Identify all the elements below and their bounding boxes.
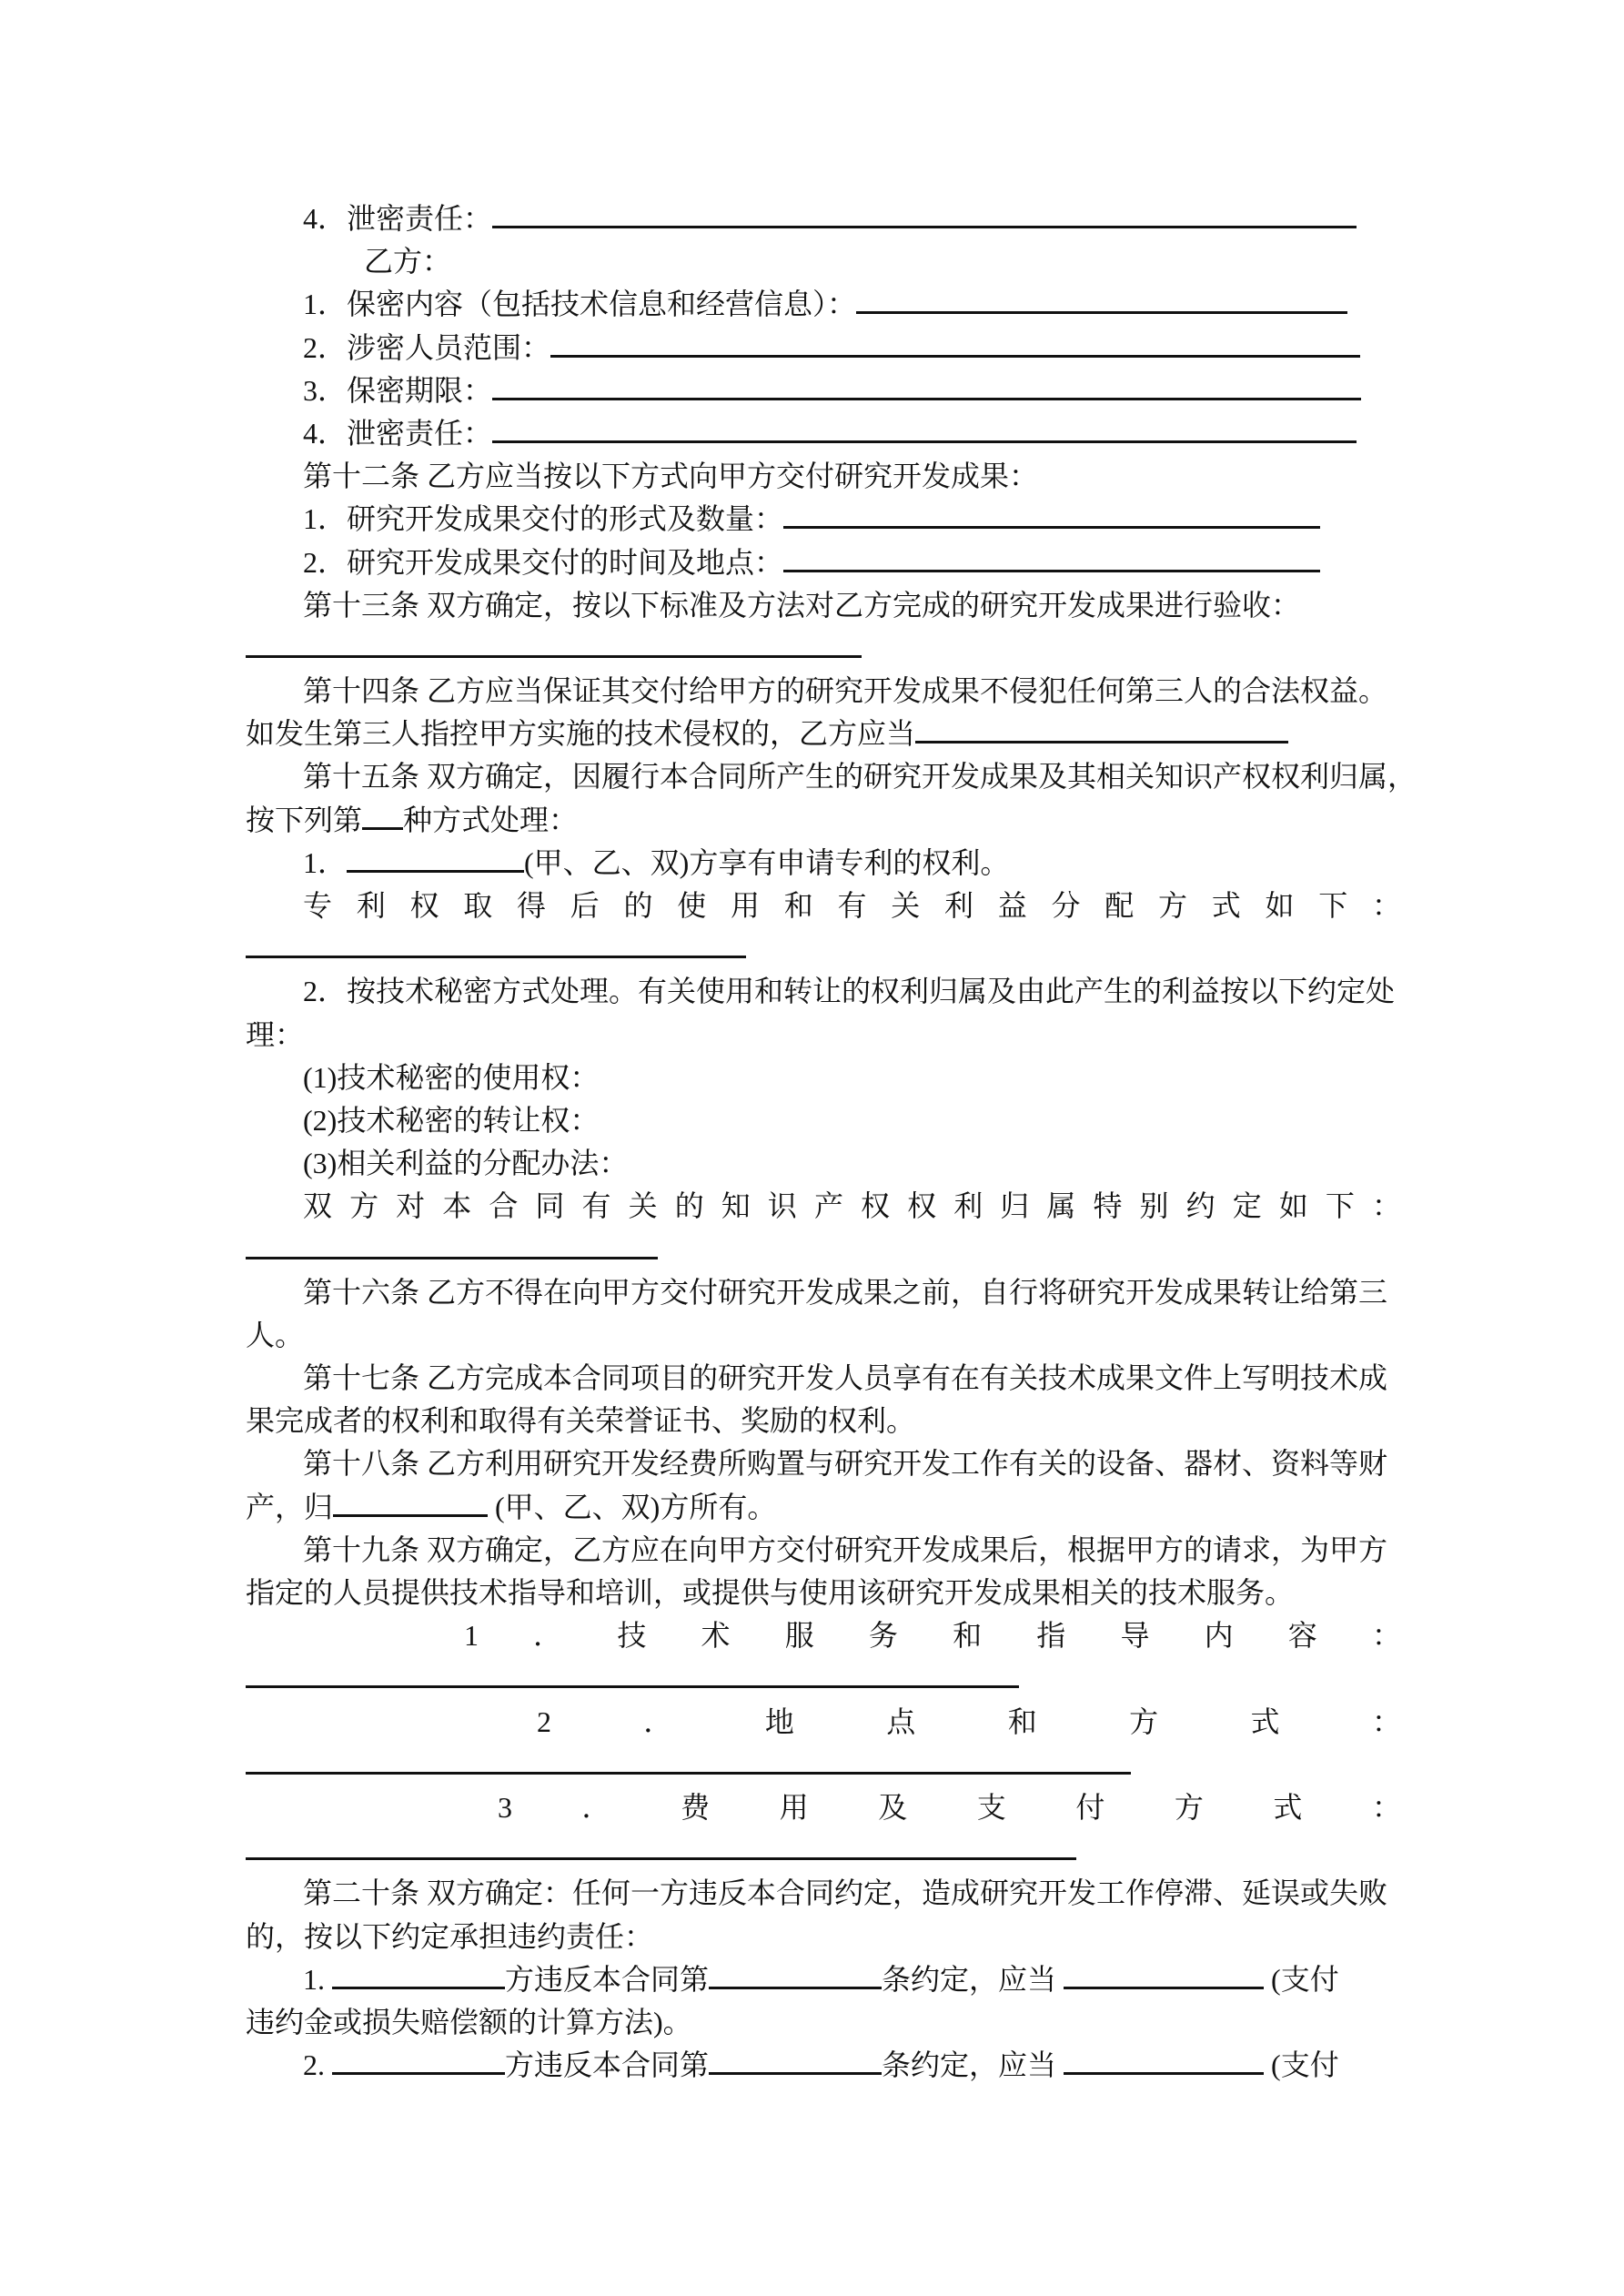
doc-line [246,1958,1401,2001]
blank-underline [1064,1987,1264,1989]
doc-text: 第十五条 双方确定，因履行本合同所产生的研究开发成果及其相关知识产权权利归属， [303,760,1417,794]
doc-line [246,970,1401,1013]
blank-underline [362,827,403,830]
doc-line [246,2001,1401,2044]
doc-text: 按下列第 [246,803,363,836]
document-page [246,197,1417,2087]
blank-underline [333,1514,488,1517]
blank-underline [347,870,524,873]
doc-line [246,1099,1401,1142]
doc-line [246,1657,1401,1700]
doc-text: 2．地点和方式： [537,1704,1401,1738]
blank-underline [915,741,1288,743]
blank-underline [492,398,1361,400]
doc-line [246,1142,1401,1185]
doc-line [246,799,1401,842]
doc-line [246,1014,1401,1057]
blank-underline [246,956,746,958]
doc-text: 方违反本合同第 [505,1962,710,1996]
doc-line [246,885,1401,927]
doc-line [246,584,1401,627]
doc-text: 3．费用及支付方式： [498,1790,1401,1824]
doc-text: 1．技术服务和指导内容： [464,1619,1401,1653]
doc-text: 第十七条 乙方完成本合同项目的研究开发人员享有在有关技术成果文件上写明技术成 [303,1361,1388,1395]
doc-text: 人。 [246,1318,305,1351]
doc-text: 双方对本合同有关的知识产权权利归属特别约定如下： [303,1189,1401,1223]
blank-underline [550,355,1360,358]
doc-text: 2．按技术秘密方式处理。有关使用和转让的权利归属及由此产生的利益按以下约定处 [303,975,1396,1008]
blank-underline [783,526,1320,529]
doc-line [246,1872,1401,1915]
doc-line [246,1916,1401,1958]
doc-line [246,283,1401,326]
doc-line [246,670,1401,713]
blank-underline [709,1987,882,1989]
doc-line [246,197,1401,240]
blank-underline [246,1257,658,1259]
blank-underline [332,2072,505,2075]
doc-line [246,842,1401,885]
doc-text: 第十六条 乙方不得在向甲方交付研究开发成果之前，自行将研究开发成果转让给第三 [303,1275,1388,1309]
blank-underline [246,1772,1131,1775]
doc-line [246,1701,1401,1744]
blank-underline [246,655,862,658]
blank-underline [783,570,1320,572]
doc-text: 产，归 [246,1490,334,1523]
doc-line [246,1229,1401,1271]
doc-line [246,1529,1401,1572]
doc-line [246,1357,1401,1400]
blank-underline [332,1987,505,1989]
doc-text: 乙方： [364,245,452,278]
doc-text: (2)技术秘密的转让权： [303,1103,600,1137]
doc-text: 条约定，应当 [882,2048,1064,2082]
doc-text: 2. [303,2048,332,2082]
doc-line [246,627,1401,670]
doc-line [246,2044,1401,2087]
blank-underline [492,226,1357,228]
doc-text: 种方式处理： [403,803,579,836]
doc-text: (支付 [1264,2048,1339,2082]
doc-text: 3．保密期限： [303,373,493,407]
doc-text: 如发生第三人指控甲方实施的技术侵权的，乙方应当 [246,717,916,751]
doc-line [246,1314,1401,1357]
doc-line [246,412,1401,455]
doc-line [246,1400,1401,1442]
doc-line [246,1185,1401,1228]
doc-line [246,927,1401,970]
doc-line [246,455,1401,498]
doc-text: 第二十条 双方确定：任何一方违反本合同约定，造成研究开发工作停滞、延误或失败 [303,1876,1388,1910]
doc-line [246,1271,1401,1314]
doc-text: (1)技术秘密的使用权： [303,1060,600,1094]
doc-line [246,498,1401,541]
doc-text: 专利权取得后的使用和有关利益分配方式如下： [303,889,1401,922]
blank-underline [246,1857,1076,1860]
doc-line [246,1486,1401,1529]
blank-underline [492,440,1357,443]
doc-text: (甲、乙、双)方享有申请专利的权利。 [524,845,1010,879]
doc-line [246,755,1417,798]
doc-text: 1． [303,845,348,879]
doc-text: 违约金或损失赔偿额的计算方法)。 [246,2005,692,2038]
doc-text: (3)相关利益的分配办法： [303,1147,629,1180]
doc-text: 理： [246,1017,305,1051]
doc-text: 2．研究开发成果交付的时间及地点： [303,545,784,579]
blank-underline [709,2072,882,2075]
doc-line [246,541,1401,584]
doc-text: 第十九条 双方确定，乙方应在向甲方交付研究开发成果后，根据甲方的请求，为甲方 [303,1532,1388,1566]
doc-line [246,713,1401,755]
doc-text: 1．保密内容（包括技术信息和经营信息）： [303,288,857,321]
blank-underline [246,1685,1019,1688]
doc-text: 的，按以下约定承担违约责任： [246,1919,654,1953]
doc-text: 第十八条 乙方利用研究开发经费所购置与研究开发工作有关的设备、器材、资料等财 [303,1447,1388,1481]
doc-text: (甲、乙、双)方所有。 [488,1490,777,1523]
doc-line [246,240,1401,283]
doc-line [246,1057,1401,1099]
doc-text: 指定的人员提供技术指导和培训，或提供与使用该研究开发成果相关的技术服务。 [246,1576,1295,1609]
doc-text: 4．泄密责任： [303,416,493,450]
doc-text: 第十三条 双方确定，按以下标准及方法对乙方完成的研究开发成果进行验收： [303,588,1301,622]
doc-line [246,327,1401,369]
doc-text: 4．泄密责任： [303,202,493,235]
blank-underline [1064,2072,1264,2075]
doc-text: 第十四条 乙方应当保证其交付给甲方的研究开发成果不侵犯任何第三人的合法权益。 [303,674,1388,708]
doc-text: 2．涉密人员范围： [303,330,551,364]
doc-line [246,1614,1401,1657]
doc-text: 1．研究开发成果交付的形式及数量： [303,502,784,536]
blank-underline [856,311,1347,314]
doc-line [246,1572,1401,1614]
doc-text: 条约定，应当 [882,1962,1064,1996]
doc-line [246,1442,1401,1485]
doc-line [246,369,1401,412]
doc-text: 第十二条 乙方应当按以下方式向甲方交付研究开发成果： [303,460,1039,493]
doc-text: 方违反本合同第 [505,2048,710,2082]
doc-text: 1. [303,1962,332,1996]
doc-text: (支付 [1264,1962,1339,1996]
doc-line [246,1744,1401,1786]
doc-text: 果完成者的权利和取得有关荣誉证书、奖励的权利。 [246,1404,916,1438]
doc-line [246,1786,1401,1829]
doc-line [246,1829,1401,1872]
